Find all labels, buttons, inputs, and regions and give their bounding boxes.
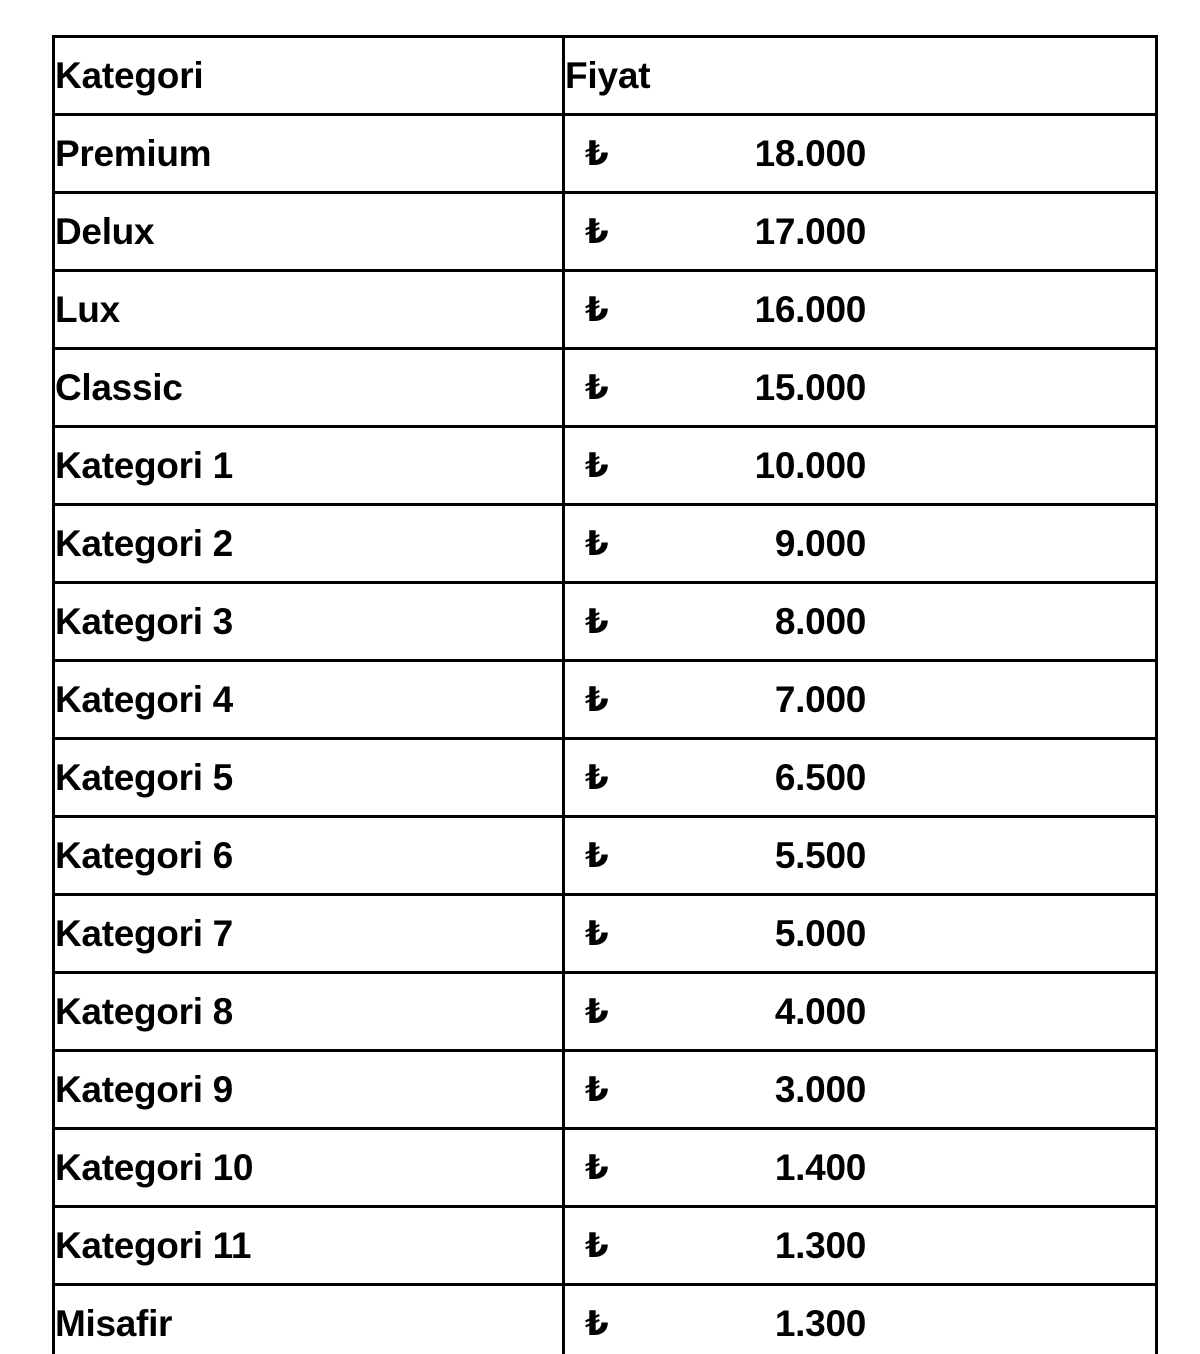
- table-row: [54, 661, 1157, 739]
- table-row: [54, 427, 1157, 505]
- price-cell: [564, 115, 1157, 193]
- turkish-lira-icon: ₺: [585, 134, 609, 173]
- category-cell: Kategori 3: [54, 583, 564, 661]
- table-row: [54, 583, 1157, 661]
- column-header-price: Fiyat: [564, 37, 1157, 115]
- price-amount: 8.000: [774, 601, 866, 642]
- category-cell: Classic: [54, 349, 564, 427]
- price-value-group: [565, 291, 866, 328]
- category-cell: Kategori 1: [54, 427, 564, 505]
- price-amount: 15.000: [754, 367, 866, 408]
- price-amount: 1.300: [774, 1225, 866, 1266]
- table-row: [54, 1051, 1157, 1129]
- table-row: [54, 349, 1157, 427]
- table-row: [54, 895, 1157, 973]
- turkish-lira-icon: ₺: [585, 602, 609, 641]
- price-value-group: [565, 1305, 866, 1342]
- price-cell: [564, 349, 1157, 427]
- price-cell: [564, 193, 1157, 271]
- price-cell: [564, 895, 1157, 973]
- price-cell: [564, 1207, 1157, 1285]
- price-value-group: [565, 1149, 866, 1186]
- price-value-group: [565, 135, 866, 172]
- price-value-group: [565, 447, 866, 484]
- turkish-lira-icon: ₺: [585, 914, 609, 953]
- price-amount: 1.400: [774, 1147, 866, 1188]
- category-cell: Kategori 8: [54, 973, 564, 1051]
- price-cell: [564, 583, 1157, 661]
- category-cell: Kategori 10: [54, 1129, 564, 1207]
- price-cell: [564, 505, 1157, 583]
- price-amount: 1.300: [774, 1303, 866, 1344]
- turkish-lira-icon: ₺: [585, 368, 609, 407]
- price-amount: 5.500: [774, 835, 866, 876]
- price-cell: [564, 661, 1157, 739]
- turkish-lira-icon: ₺: [585, 446, 609, 485]
- turkish-lira-icon: ₺: [585, 1304, 609, 1343]
- category-cell: Premium: [54, 115, 564, 193]
- price-table: [52, 35, 1158, 1354]
- table-row: [54, 193, 1157, 271]
- price-cell: [564, 973, 1157, 1051]
- price-value-group: [565, 759, 866, 796]
- turkish-lira-icon: ₺: [585, 290, 609, 329]
- price-value-group: [565, 369, 866, 406]
- table-row: [54, 115, 1157, 193]
- price-amount: 16.000: [754, 289, 866, 330]
- price-value-group: [565, 915, 866, 952]
- price-amount: 3.000: [774, 1069, 866, 1110]
- category-cell: Kategori 11: [54, 1207, 564, 1285]
- table-row: [54, 1207, 1157, 1285]
- table-header: [54, 37, 1157, 115]
- table-body: [54, 115, 1157, 1354]
- category-cell: Delux: [54, 193, 564, 271]
- price-amount: 18.000: [754, 133, 866, 174]
- table-header-row: [54, 37, 1157, 115]
- table-row: [54, 505, 1157, 583]
- turkish-lira-icon: ₺: [585, 836, 609, 875]
- price-amount: 5.000: [774, 913, 866, 954]
- price-cell: [564, 1285, 1157, 1354]
- category-cell: Kategori 9: [54, 1051, 564, 1129]
- price-cell: [564, 271, 1157, 349]
- table-row: [54, 1129, 1157, 1207]
- category-cell: Kategori 7: [54, 895, 564, 973]
- category-cell: Kategori 5: [54, 739, 564, 817]
- turkish-lira-icon: ₺: [585, 758, 609, 797]
- price-cell: [564, 739, 1157, 817]
- price-value-group: [565, 681, 866, 718]
- turkish-lira-icon: ₺: [585, 212, 609, 251]
- price-amount: 10.000: [754, 445, 866, 486]
- price-value-group: [565, 1227, 866, 1264]
- column-header-category: Kategori: [54, 37, 564, 115]
- price-value-group: [565, 213, 866, 250]
- table-row: [54, 817, 1157, 895]
- price-cell: [564, 1051, 1157, 1129]
- category-cell: Misafir: [54, 1285, 564, 1354]
- turkish-lira-icon: ₺: [585, 524, 609, 563]
- price-value-group: [565, 525, 866, 562]
- price-cell: [564, 427, 1157, 505]
- turkish-lira-icon: ₺: [585, 1226, 609, 1265]
- turkish-lira-icon: ₺: [585, 680, 609, 719]
- price-cell: [564, 1129, 1157, 1207]
- table-row: [54, 1285, 1157, 1354]
- price-amount: 7.000: [774, 679, 866, 720]
- category-cell: Kategori 2: [54, 505, 564, 583]
- price-amount: 4.000: [774, 991, 866, 1032]
- turkish-lira-icon: ₺: [585, 1148, 609, 1187]
- price-value-group: [565, 837, 866, 874]
- turkish-lira-icon: ₺: [585, 992, 609, 1031]
- price-value-group: [565, 1071, 866, 1108]
- category-cell: Kategori 6: [54, 817, 564, 895]
- price-amount: 9.000: [774, 523, 866, 564]
- category-cell: Kategori 4: [54, 661, 564, 739]
- price-amount: 6.500: [774, 757, 866, 798]
- price-amount: 17.000: [754, 211, 866, 252]
- table-row: [54, 739, 1157, 817]
- price-cell: [564, 817, 1157, 895]
- price-value-group: [565, 603, 866, 640]
- table-row: [54, 973, 1157, 1051]
- price-value-group: [565, 993, 866, 1030]
- turkish-lira-icon: ₺: [585, 1070, 609, 1109]
- table-row: [54, 271, 1157, 349]
- category-cell: Lux: [54, 271, 564, 349]
